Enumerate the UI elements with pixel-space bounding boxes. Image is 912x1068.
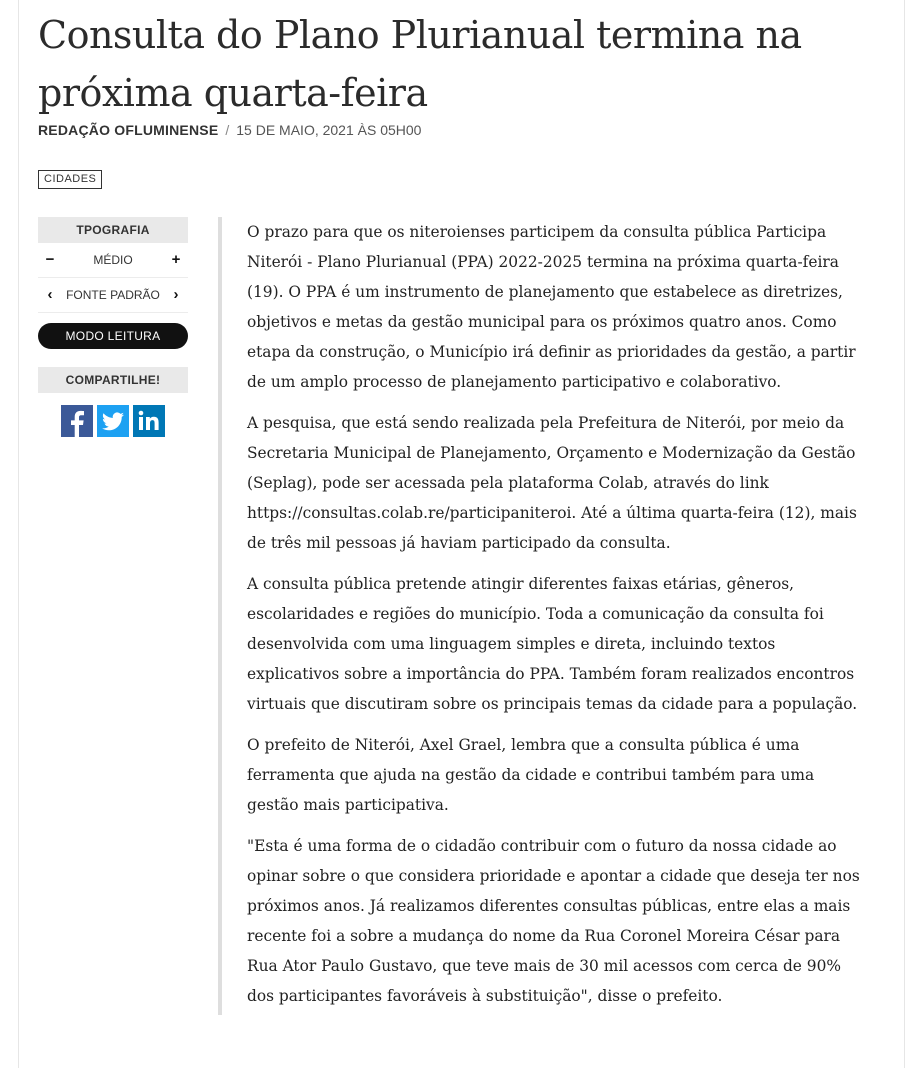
article-divider [218, 217, 222, 1015]
article-paragraph: A consulta pública pretende atingir diferentes faixas etárias, gêneros, escolaridades e regiões do município. Toda a comunicação da consulta foi desenvolvida com uma linguagem simples e direta, incluindo textos explicativos sobre a importância do PPA. Também foram realizados encontros virtuais que discutiram sobre os principais temas da cidade para a população. [247, 575, 858, 713]
byline-separator: / [225, 122, 230, 138]
reading-mode-button[interactable]: MODO LEITURA [38, 323, 188, 349]
twitter-icon[interactable] [97, 405, 129, 437]
font-family-label: FONTE PADRÃO [66, 288, 160, 302]
font-size-increase-button[interactable]: + [171, 251, 181, 268]
font-size-decrease-button[interactable]: − [45, 251, 55, 268]
font-family-control [38, 278, 188, 313]
article-paragraph: A pesquisa, que está sendo realizada pela Prefeitura de Niterói, por meio da Secretaria Municipal de Planejamento, Orçamento e Modernização da Gestão (Seplag), pode ser acessada pela plataforma Colab, através do link https://consultas.colab.re/participaniteroi. Até a última quarta-feira (12), mais de três mil pessoas já haviam participado da consulta. [247, 414, 857, 552]
article-body [247, 217, 867, 1022]
article-paragraph: "Esta é uma forma de o cidadão contribuir com o futuro da nossa cidade ao opinar sobre o que considera prioridade e apontar a cidade que deseja ter nos próximos anos. Já realizamos diferentes consultas públicas, entre elas a mais recente foi a sobre a mudança do nome da Rua Coronel Moreira César para Rua Ator Paulo Gustavo, que teve mais de 30 mil acessos com cerca de 90% dos participantes favoráveis à substituição", disse o prefeito. [247, 837, 860, 1005]
share-heading: COMPARTILHE! [38, 367, 188, 393]
category-tag[interactable]: CIDADES [38, 170, 102, 189]
font-size-label: MÉDIO [93, 253, 133, 267]
facebook-icon[interactable] [61, 405, 93, 437]
article-paragraph: O prazo para que os niteroienses participem da consulta pública Participa Niterói - Plano Plurianual (PPA) 2022-2025 termina na próxima quarta-feira (19). O PPA é um instrumento de planejamento que estabelece as diretrizes, objetivos e metas da gestão municipal para os próximos quatro anos. Como etapa da construção, o Município irá definir as prioridades da gestão, a partir de um amplo processo de planejamento participativo e colaborativo. [247, 223, 856, 391]
typography-heading: TPOGRAFIA [38, 217, 188, 243]
font-prev-button[interactable]: ‹ [47, 286, 53, 303]
article-title: Consulta do Plano Plurianual termina na próxima quarta-feira [38, 13, 802, 115]
author-name[interactable]: REDAÇÃO OFLUMINENSE [38, 122, 219, 138]
sidebar [38, 217, 188, 437]
font-size-control [38, 243, 188, 278]
share-buttons [38, 405, 188, 437]
article-paragraph: O prefeito de Niterói, Axel Grael, lembra que a consulta pública é uma ferramenta que ajuda na gestão da cidade e contribui também para uma gestão mais participativa. [247, 736, 815, 814]
publish-date: 15 DE MAIO, 2021 ÀS 05H00 [236, 122, 422, 138]
byline [38, 122, 421, 142]
font-next-button[interactable]: › [173, 286, 179, 303]
linkedin-icon[interactable] [133, 405, 165, 437]
